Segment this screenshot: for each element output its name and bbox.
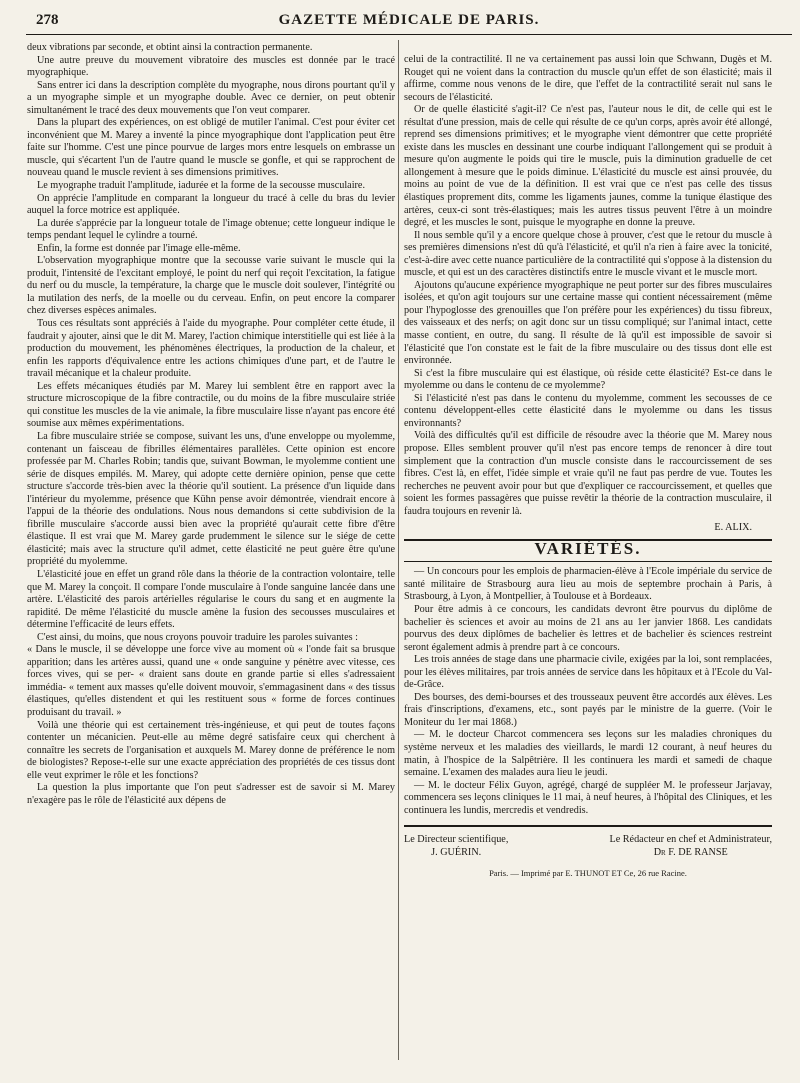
quotation: « Dans le muscle, il se développe une force vive au moment où « l'onde fait sa brusque apparition; dans les artères aussi, quand une « onde sanguine y pénètre avec vitesse, ces forces vives, qui se per- « draient sans doute en grande partie si elles s'adressaient immédia- « tement aux masses qu'elle doivent mouvoir, s'emmagasinent dans « des tissus élastiques, qu'elles distendent et qui les restituent sous « forme de forces continues produisant du travail. » (27, 644, 395, 718)
credits (404, 833, 772, 859)
paragraph: Voilà une théorie qui est certainement très-ingénieuse, et qui peut de toutes façons contenter un mécanicien. Peut-elle au même degré satisfaire ceux qui cherchent à connaître les secrets de l'organisation et auxquels M. Marey donne de préférence le nom de biologistes? Repose-t-elle sur une exacte appréciation des propriétés de ces tissus dont elle veut exprimer le rôle et les fonctions? (27, 719, 395, 781)
director-name: J. GUÉRIN. (431, 847, 482, 859)
paragraph: Les trois années de stage dans une pharmacie civile, exigées par la loi, sont remplacées, pour les élèves militaires, par trois années de service dans les hôpitaux et à l'Ecole du Val-de-Grâce. (404, 654, 772, 691)
paragraph: Le myographe traduit l'amplitude, iadurée et la forme de la secousse musculaire. (37, 180, 365, 192)
paragraph: celui de la contractilité. Il ne va certainement pas aussi loin que Schwann, Dugès et M. Rouget qui ne voient dans la contraction du muscle qu'un effet de son élasticité; mais il affirme, comme nous venons de le dire, que l'effet de la contractilité serait nul sans le secours de l'élasticité. (404, 54, 772, 103)
paragraph: Dans la plupart des expériences, on est obligé de mutiler l'animal. C'est pour éviter cet inconvénient que M. Marey a inventé la pince myographique dont l'application peut être faite sur l'homme. C'est une pince pourvue de larges mors entre lesquels on embrasse un muscle, qui s'écartent l'un de l'autre quand le muscle se gonfle, et qui se rapprochent de nouveau quand le muscle revient à ses dimensions primitives. (27, 117, 395, 179)
paragraph: Une autre preuve du mouvement vibratoire des muscles est donnée par le tracé myographique. (27, 54, 395, 79)
paragraph: Des bourses, des demi-bourses et des trousseaux peuvent être accordés aux élèves. Les frais d'inscriptions, d'examens, etc., sont payés par le ministre de la guerre. (Voir le Moniteur du 1er mai 1868.) (404, 691, 772, 728)
director-title: Le Directeur scientifique, (404, 834, 509, 846)
paragraph: Ajoutons qu'aucune expérience myographique ne peut porter sur des fibres musculaires isolées, et qu'on agit toujours sur une certaine masse qui contient nécessairement (même pour l'hypoglosse des grenouilles que l'on préfère pour les expériences) du tissu fibreux, des vaisseaux et des nerfs; on agit donc sur un tissu compliqué; sur l'animal intact, cette masse contient, en outre, du sang. Il résulte de là qu'il est impossible de savoir si l'élasticité que l'on constate est le fait de la fibre musculaire ou des tissus dont elle est environnée. (404, 279, 772, 367)
paragraph: La question la plus importante que l'on peut s'adresser est de savoir si M. Marey n'exagère pas le rôle de l'élasticité aux dépens de (27, 782, 395, 806)
paragraph: C'est ainsi, du moins, que nous croyons pouvoir traduire les paroles suivantes : (37, 631, 358, 643)
paragraph: Les effets mécaniques étudiés par M. Marey lui semblent être en rapport avec la structure microscopique de la fibre contractile, ou du moins de la fibre musculaire striée qui constitue les muscles de la vie animale, la fibre musculaire lisse n'ayant pas encore été soumise aux mêmes expérimentations. (27, 380, 395, 430)
author-signature: E. ALIX. (714, 522, 752, 534)
paragraph: Il nous semble qu'il y a encore quelque chose à prouver, c'est que le retour du muscle à ses premières dimensions n'est dû qu'à l'élasticité, et qu'il n'a rien à faire avec la tonicité, c'est-à-dire avec cette nuance particulière de la contractilité qui s'oppose à la distension du muscle, et qui est un des caractères distinctifs entre le muscle vivant et le muscle mort. (404, 229, 772, 279)
paragraph: Pour être admis à ce concours, les candidats devront être pourvus du diplôme de bachelier ès sciences et avoir au moins de 21 ans au 1er janvier 1868. Les candidats pourvus des deux diplômes de bachelier ès lettres et de bachelier ès sciences restreint seront également admis à prendre part à ce concours. (404, 603, 772, 653)
paragraph: Si c'est la fibre musculaire qui est élastique, où réside cette élasticité? Est-ce dans le myolemme ou dans le contenu de ce myolemme? (404, 367, 772, 392)
paragraph: Sans entrer ici dans la description complète du myographe, nous dirons pourtant qu'il y a un myographe simple et un myographe double. Avec ce dernier, on peut obtenir simultanément le tracé des deux mouvements que l'on veut comparer. (27, 79, 395, 116)
paragraph: L'observation myographique montre que la secousse varie suivant le muscle qui la produit, l'intensité de l'excitant employé, le point du nerf qui reçoit l'excitation, la fatigue du nerf ou du muscle, la température, la charge que le muscle doit soulever, l'intégrité ou la mutilation des nerfs, de la moelle ou du cerveau. Enfin, on peut encore la comparer chez diverses espèces animales. (27, 255, 395, 317)
page-header (26, 10, 792, 36)
paragraph: Enfin, la forme est donnée par l'image elle-même. (37, 242, 241, 254)
paragraph: deux vibrations par seconde, et obtint ainsi la contraction permanente. (27, 42, 313, 53)
paragraph: La durée s'apprécie par la longueur totale de l'image obtenue; cette longueur indique le temps pendant lequel le cylindre a tourné. (27, 217, 395, 242)
paragraph: La fibre musculaire striée se compose, suivant les uns, d'une enveloppe ou myolemme, contenant un faisceau de fibrilles élémentaires parallèles. Cette opinion est encore professée par M. Charles Robin; tandis que, suivant Bowman, le myolemme contient une série de disques empilés. M. Marey, qui adopte cette dernière opinion, pense que cette structure s'accorde très-bien avec la théorie qu'il soutient. La présence d'un liquide dans l'intérieur du myolemme, présence que Kühn pense avoir démontrée, viendrait encore à l'appui de la théorie des ondulations. Nous nous demandons si cette subdivision de la fibrille musculaire s'accorde aussi bien avec la propriété qu'aurait cette fibre d'être élastique. Il est vrai que M. Marey garde prudemment le silence sur le siége de cette élasticité; mais avec la structure qu'il admet, cette élasticité ne peut guère être qu'une propriété du myolemme. (27, 430, 395, 568)
printer-imprint: Paris. — Imprimé par E. THUNOT ET Ce, 26 rue Racine. (489, 868, 687, 879)
right-column (404, 54, 772, 1064)
paragraph: Or de quelle élasticité s'agit-il? Ce n'est pas, l'auteur nous le dit, de celle qui est le résultat d'une pression, mais de celle qui résulte de ce qu'un corps, après avoir été allongé, reprend ses dimensions primitives; et le myographe vient démontrer que cette propriété existe dans les muscles en dessinant une courbe indiquant l'allongement qui se produit à mesure qu'on augmente le poids qui tire le muscle, puis la diminution graduelle de cet allongement à mesure que le poids diminue. L'élasticité du muscle est ainsi prouvée, du moins au point de vue de la définition. Il est vrai que ce n'est pas celle des tissus élastiques proprement dits, comme les ligaments jaunes, comme la tunique élastique des artères, ceux-ci sont très-élastiques; mais les autres tissus peuvent l'être à un moindre degré, et les muscles le sont, puisque le myographe en donne la preuve. (404, 104, 772, 229)
paragraph: Voilà des difficultés qu'il est difficile de résoudre avec la théorie que M. Marey nous propose. Elles semblent prouver qu'il n'est pas encore temps de renoncer à dire tout simplement que la contraction d'un muscle consiste dans le raccourcissement de ses fibres. C'est là, en effet, l'idée simple et vraie qu'il ne faut pas perdre de vue. Toutes les recherches ne peuvent avoir pour but que d'expliquer ce raccourcissement, et quelles que soient les formes passagères que puisse revêtir la théorie de la contraction musculaire, il faudra toujours en revenir là. (404, 430, 772, 517)
paragraph: Si l'élasticité n'est pas dans le contenu du myolemme, comment les secousses de ce contenu développent-elles cette élasticité dans le myolemme ou dans les tissus environnants? (404, 392, 772, 429)
paragraph: Tous ces résultats sont appréciés à l'aide du myographe. Pour compléter cette étude, il faudrait y ajouter, ainsi que le dit M. Marey, l'action chimique interstitielle qui est liée à la production du mouvement, les phénomènes électriques, la production de la chaleur, et enfin les rapports d'équivalence entre les actions chimiques d'une part, et de l'autre le travail mécanique et la chaleur produite. (27, 318, 395, 380)
editor-credit (609, 833, 772, 859)
editor-title: Le Rédacteur en chef et Administrateur, (609, 834, 772, 846)
left-column (27, 42, 395, 1062)
header-rule (26, 34, 792, 35)
quotation-block (27, 644, 395, 719)
publication-footer (404, 825, 772, 880)
director-credit (404, 833, 508, 859)
page-number: 278 (36, 12, 59, 28)
editor-name: Dr F. DE RANSE (653, 847, 728, 859)
section-title: VARIÉTÉS. (534, 538, 642, 558)
paragraph: — M. le docteur Charcot commencera ses leçons sur les maladies chroniques du système nerveux et les maladies des vieillards, le mardi 12 courant, à neuf heures du matin, à l'hospice de la Salpêtrière. Il les continuera les mardi et samedi de chaque semaine. L'examen des malades aura lieu le jeudi. (404, 729, 772, 779)
paragraph: L'élasticité joue en effet un grand rôle dans la théorie de la contraction volontaire, telle que M. Marey la conçoit. Il compare l'onde musculaire à l'onde sanguine lancée dans une artère. L'élasticité des parois artérielles régularise le cours du sang et en augmente la rapidité. De même l'élasticité du muscle amène la fusion des secousses musculaires et détermine l'efficacité de leurs effets. (27, 568, 395, 631)
column-divider (398, 40, 399, 1060)
paragraph: — M. le docteur Félix Guyon, agrégé, chargé de suppléer M. le professeur Jarjavay, commencera ses leçons cliniques le 11 mai, à neuf heures, à l'hôpital des Cliniques, et les continuera les lundis, mercredis et vendredis. (404, 779, 772, 816)
journal-title: GAZETTE MÉDICALE DE PARIS. (278, 12, 540, 28)
paragraph: — Un concours pour les emplois de pharmacien-élève à l'Ecole impériale du service de santé militaire de Strasbourg aura lieu au mois de septembre prochain à Paris, à Strasbourg, à Lyon, à Montpellier, à Toulouse et à Bordeaux. (404, 566, 772, 603)
section-rule (404, 561, 772, 562)
paragraph: On apprécie l'amplitude en comparant la longueur du tracé à celle du bras du levier auquel la force motrice est appliquée. (27, 192, 395, 217)
